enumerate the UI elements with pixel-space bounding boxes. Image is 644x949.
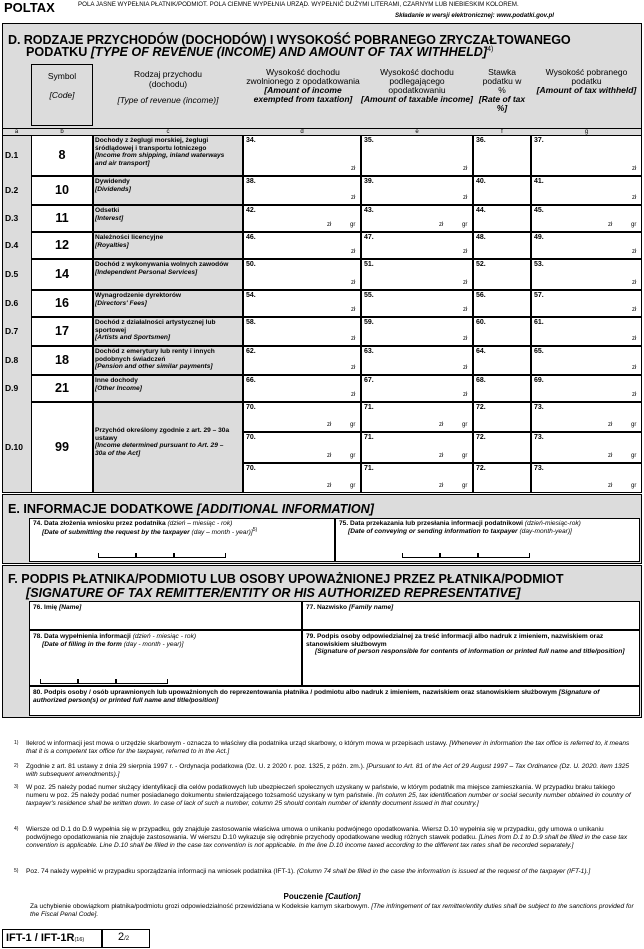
col-f-label: Stawka podatku w % xyxy=(482,67,522,95)
field-number: 71. xyxy=(364,434,374,442)
field-70-input[interactable] xyxy=(243,402,361,432)
footnote-number: 2) xyxy=(14,763,19,769)
field-37-input[interactable] xyxy=(531,135,642,176)
field-38-input[interactable] xyxy=(243,176,361,205)
field-number: 66. xyxy=(246,377,256,384)
field-71-input[interactable] xyxy=(361,402,473,432)
zl-label: zł xyxy=(608,452,613,459)
caution-text: Za uchybienie obowiązkom płatnika/podmiotu grozi odpowiedzialność przewidziana w Kodeksie karnym skarbowym. [The infringement of tax remitter/entity duties shall be subject to the sanctions provided for the Fiscal Penal Code]. xyxy=(30,903,634,918)
field-75-label: 75. Data przekazania lub przesłania informacji podatnikowi xyxy=(339,520,523,527)
zl-label: zł xyxy=(351,307,356,313)
footnote-number: 3) xyxy=(14,784,19,790)
gr-label: gr xyxy=(350,452,356,459)
field-39-input[interactable] xyxy=(361,176,473,205)
row-code: 8 xyxy=(58,147,66,162)
footnote-number: 1) xyxy=(14,740,19,746)
row-type-text: Dochód z emerytury lub renty i innych podobnych świadczeń [Pension and other similar payments] xyxy=(95,348,215,371)
field-number: 73. xyxy=(534,464,544,472)
gr-label: gr xyxy=(350,422,356,429)
field-number: 56. xyxy=(476,292,486,299)
zl-label: zł xyxy=(608,483,613,489)
gr-label: gr xyxy=(631,222,637,228)
zl-label: zł xyxy=(351,166,356,172)
field-number: 58. xyxy=(246,319,256,326)
field-number: 70. xyxy=(246,404,256,411)
field-number: 68. xyxy=(476,377,486,384)
zl-label: zł xyxy=(327,222,332,228)
field-number: 49. xyxy=(534,234,544,241)
col-f-label-en: [Rate of tax %] xyxy=(478,93,526,113)
field-50-input[interactable] xyxy=(243,259,361,290)
field-51-input[interactable] xyxy=(361,259,473,290)
zl-label: zł xyxy=(463,166,468,172)
row-code: 21 xyxy=(54,380,69,395)
field-70-input[interactable] xyxy=(243,463,361,493)
zl-label: zł xyxy=(463,365,468,371)
field-number: 71. xyxy=(364,464,374,472)
row-type-text: Odsetki [Interest] xyxy=(95,207,124,222)
form-name: IFT-1 / IFT-1R xyxy=(6,932,75,944)
row-id: D.2 xyxy=(5,184,19,195)
field-number: 72. xyxy=(476,434,486,442)
row-code: 10 xyxy=(54,182,69,197)
gr-label: gr xyxy=(462,483,468,489)
row-type-text: Dochody z żeglugi morskiej, żeglugi śródlądowej i transportu lotniczego [Income from shipping, inland waterways and air transport] xyxy=(95,137,225,167)
gr-label: gr xyxy=(462,222,468,228)
field-46-input[interactable] xyxy=(243,232,361,259)
zl-label: zł xyxy=(632,249,637,255)
field-number: 35. xyxy=(364,137,374,144)
column-letter-d: d xyxy=(300,129,304,135)
field-number: 36. xyxy=(476,137,486,144)
field-number: 60. xyxy=(476,319,486,326)
zl-label: zł xyxy=(463,336,468,342)
footnote-number: 5) xyxy=(14,868,19,874)
row-code: 14 xyxy=(54,266,69,281)
col-g-label: Wysokość pobranego podatku xyxy=(545,67,628,86)
row-code: 17 xyxy=(54,323,69,338)
brand-logo: POLTAX xyxy=(4,0,55,15)
field-45-input[interactable] xyxy=(531,205,642,232)
row-type-text: Dywidendy [Dividends] xyxy=(95,178,131,193)
field-49-input[interactable] xyxy=(531,232,642,259)
row-id: D.7 xyxy=(5,325,19,336)
field-67-input[interactable] xyxy=(361,375,473,402)
column-letter-b: b xyxy=(60,129,64,135)
zl-label: zł xyxy=(351,249,356,255)
footnote-number: 4) xyxy=(14,826,19,832)
field-73-input[interactable] xyxy=(531,432,642,462)
field-41-input[interactable] xyxy=(531,176,642,205)
gr-label: gr xyxy=(350,483,356,489)
field-54-input[interactable] xyxy=(243,290,361,317)
zl-label: zł xyxy=(351,392,356,398)
field-number: 63. xyxy=(364,348,374,355)
zl-label: zł xyxy=(439,422,444,429)
field-42-input[interactable] xyxy=(243,205,361,232)
gr-label: gr xyxy=(631,483,637,489)
col-e-label-en: [Amount of taxable income] xyxy=(361,93,473,104)
fill-instruction: POLA JASNE WYPEŁNIA PŁATNIK/PODMIOT. POLA CIEMNE WYPEŁNIA URZĄD. WYPEŁNIĆ DUŻYMI LITERAMI, CZARNYM LUB NIEBIESKIM KOLOREM. xyxy=(78,1,519,8)
section-d-subtitle: PODATKU [TYPE OF REVENUE (INCOME) AND AMOUNT OF TAX WITHHELD]$^{4)}$ xyxy=(26,45,494,59)
zl-label: zł xyxy=(632,392,637,398)
section-e-title: E. INFORMACJE DODATKOWE [ADDITIONAL INFORMATION] xyxy=(8,502,374,516)
zl-label: zł xyxy=(439,222,444,228)
field-number: 54. xyxy=(246,292,256,299)
field-number: 41. xyxy=(534,178,544,185)
field-number: 72. xyxy=(476,404,486,411)
row-type-text: Inne dochody [Other Income] xyxy=(95,377,142,392)
row-id: D.9 xyxy=(5,382,19,393)
row-id: D.5 xyxy=(5,268,19,279)
field-number: 48. xyxy=(476,234,486,241)
field-number: 42. xyxy=(246,207,256,214)
field-number: 65. xyxy=(534,348,544,355)
gr-label: gr xyxy=(462,452,468,459)
field-34-input[interactable] xyxy=(243,135,361,176)
gr-label: gr xyxy=(631,452,637,459)
field-62-input[interactable] xyxy=(243,346,361,375)
row-code: 18 xyxy=(54,352,69,367)
field-58-input[interactable] xyxy=(243,317,361,346)
footnote-text: W poz. 25 należy podać numer służący identyfikacji dla celów podatkowych lub ubezpieczeń społecznych uzyskany w państwie, w którym podatnik ma miejsce zamieszkania. W przypadku braku takiego numeru w poz. 25 należy podać numer posiadanego dokumentu stwierdzającego tożsamość uzyskany w tym państwie. [In column 25, tax identification number or social security number obtained in country of taxpayer's residence shall be written down. In case of lack of such a number, column 25 should contain number of identity document issued in that country.] xyxy=(26,784,631,807)
gr-label: gr xyxy=(462,422,468,429)
row-id: D.6 xyxy=(5,297,19,308)
field-number: 37. xyxy=(534,137,544,144)
zl-label: zł xyxy=(463,249,468,255)
row-id: D.3 xyxy=(5,212,19,223)
col-d-label: Wysokość dochodu zwolnionego z opodatkowania xyxy=(246,67,360,86)
col-type-label: Rodzaj przychodu (dochodu) xyxy=(133,69,203,89)
field-number: 46. xyxy=(246,234,256,241)
row-code: 12 xyxy=(54,237,69,252)
row-id: D.1 xyxy=(5,149,19,160)
row-type-text: Dochód z działalności artystycznej lub sportowej [Artists and Sportsmen] xyxy=(95,319,216,342)
zl-label: zł xyxy=(632,365,637,371)
column-letter-g: g xyxy=(584,129,589,135)
column-letter-a: a xyxy=(14,129,19,135)
field-number: 64. xyxy=(476,348,486,355)
field-number: 38. xyxy=(246,178,256,185)
zl-label: zł xyxy=(632,307,637,313)
field-number: 72. xyxy=(476,464,486,472)
field-59-input[interactable] xyxy=(361,317,473,346)
field-number: 51. xyxy=(364,261,374,268)
field-71-input[interactable] xyxy=(361,432,473,462)
field-number: 53. xyxy=(534,261,544,268)
col-symbol-label-en: [Code] xyxy=(49,89,75,100)
zl-label: zł xyxy=(327,483,332,489)
zl-label: zł xyxy=(327,422,332,429)
field-43-input[interactable] xyxy=(361,205,473,232)
field-35-input[interactable] xyxy=(361,135,473,176)
zl-label: zł xyxy=(463,392,468,398)
zl-label: zł xyxy=(463,307,468,313)
field-number: 55. xyxy=(364,292,374,299)
zl-label: zł xyxy=(439,452,444,459)
field-number: 67. xyxy=(364,377,374,384)
field-65-input[interactable] xyxy=(531,346,642,375)
zl-label: zł xyxy=(608,422,613,429)
field-55-input[interactable] xyxy=(361,290,473,317)
col-type-label-en: [Type of revenue (income)] xyxy=(117,94,219,105)
electronic-submission-note: Składanie w wersji elektronicznej: www.podatki.gov.pl xyxy=(395,12,554,19)
gr-label: gr xyxy=(631,422,637,429)
field-number: 73. xyxy=(534,434,544,442)
zl-label: zł xyxy=(632,280,637,286)
zl-label: zł xyxy=(351,336,356,342)
field-69-input[interactable] xyxy=(531,375,642,402)
section-d-title: D. RODZAJE PRZYCHODÓW (DOCHODÓW) I WYSOKOŚĆ POBRANEGO ZRYCZAŁTOWANEGO xyxy=(8,33,571,47)
field-number: 69. xyxy=(534,377,544,384)
col-g-label-en: [Amount of tax withheld] xyxy=(536,84,637,95)
footnote-text: Ilekroć w informacji jest mowa o urzędzie skarbowym - oznacza to właściwy dla podatnika urząd skarbowy, o którym mowa w przepisach ustawy. [Whenever in information the tax office is referred to, it means that it is a competent tax office for the taxpayer, referred to in the Act.] xyxy=(26,740,630,755)
column-letter-c: c xyxy=(166,129,170,135)
section-f-title-en: [SIGNATURE OF TAX REMITTER/ENTITY OR HIS AUTHORIZED REPRESENTATIVE] xyxy=(26,586,521,600)
field-73-input[interactable] xyxy=(531,402,642,432)
zl-label: zł xyxy=(463,195,468,201)
field-number: 45. xyxy=(534,207,544,214)
column-letter-e: e xyxy=(415,129,419,135)
zl-label: zł xyxy=(632,336,637,342)
field-63-input[interactable] xyxy=(361,346,473,375)
field-57-input[interactable] xyxy=(531,290,642,317)
footnote-text: Zgodnie z art. 81 ustawy z dnia 29 sierpnia 1997 r. - Ordynacja podatkowa (Dz. U. z 2020 r. poz. 1325, z późn. zm.). [Pursuant to Art. 81 of the Act of 29 August 1997 – Tax Ordinance (Dz. U. 2020. item 1325 with subsequent amendments).] xyxy=(26,763,630,778)
field-number: 50. xyxy=(246,261,256,268)
col-symbol-label: Symbol xyxy=(47,71,77,81)
row-type-text: Przychód określony zgodnie z art. 29 – 30a ustawy [Income determined pursuant to Art. 29 – 30a of the Act] xyxy=(95,427,230,457)
field-number: 59. xyxy=(364,319,374,326)
field-number: 73. xyxy=(534,404,544,411)
row-id: D.8 xyxy=(5,354,19,365)
row-id: D.10 xyxy=(5,441,23,452)
gr-label: gr xyxy=(350,222,356,228)
field-number: 34. xyxy=(246,137,256,144)
zl-label: zł xyxy=(351,195,356,201)
row-code: 16 xyxy=(54,295,69,310)
field-47-input[interactable] xyxy=(361,232,473,259)
zl-label: zł xyxy=(351,280,356,286)
footnote-text: Wiersze od D.1 do D.9 wypełnia się w przypadku, gdy znajduje zastosowanie właściwa umowa o unikaniu podwójnego opodatkowania. Wiersz D.10 wypełnia się w przypadku, gdy umowa o unikaniu podwójnego opodatkowania nie znajduje zastosowania. W wierszu D.10 wykazuje się odrębnie przychody opodatkowane według różnych stawek podatku. [Lines from D.1 to D.9 shall be filled in the case tax convention is applicable. Line D.10 shall be filled in the case tax convention is not applicable. In the line D.10 income taxed according to the different tax rates shall be recorded separately.] xyxy=(26,826,628,849)
field-number: 40. xyxy=(476,178,486,185)
row-code: 11 xyxy=(55,210,69,225)
field-number: 47. xyxy=(364,234,374,241)
row-type-text: Należności licencyjne [Royalties] xyxy=(95,234,164,249)
column-letter-f: f xyxy=(501,129,503,135)
zl-label: zł xyxy=(351,365,356,371)
zl-label: zł xyxy=(463,280,468,286)
field-number: 62. xyxy=(246,348,256,355)
row-id: D.4 xyxy=(5,239,19,250)
field-number: 70. xyxy=(246,434,256,442)
field-number: 43. xyxy=(364,207,374,214)
field-number: 70. xyxy=(246,464,256,472)
field-number: 44. xyxy=(476,207,486,214)
field-73-input[interactable] xyxy=(531,463,642,493)
zl-label: zł xyxy=(632,166,637,172)
zl-label: zł xyxy=(439,483,444,489)
field-71-input[interactable] xyxy=(361,463,473,493)
footnote-text: Poz. 74 należy wypełnić w przypadku sporządzania informacji na wniosek podatnika (IFT-1). (Column 74 shall be filled in the case the information is issued at the request of the taxpayer (IFT-1).] xyxy=(26,868,591,875)
row-type-text: Dochód z wykonywania wolnych zawodów [Independent Personal Services] xyxy=(95,261,229,276)
field-number: 61. xyxy=(534,319,544,326)
field-number: 52. xyxy=(476,261,486,268)
caution-title: Pouczenie [Caution] xyxy=(283,892,361,901)
row-type-text: Wynagrodzenie dyrektorów [Directors' Fees] xyxy=(95,292,181,307)
zl-label: zł xyxy=(608,222,613,228)
field-53-input[interactable] xyxy=(531,259,642,290)
col-e-label: Wysokość dochodu podlegającego opodatkowaniu xyxy=(380,67,454,95)
field-number: 39. xyxy=(364,178,374,185)
field-number: 57. xyxy=(534,292,544,299)
field-number: 71. xyxy=(364,404,374,411)
zl-label: zł xyxy=(327,452,332,459)
zl-label: zł xyxy=(632,195,637,201)
field-61-input[interactable] xyxy=(531,317,642,346)
field-70-input[interactable] xyxy=(243,432,361,462)
col-d-label-en: [Amount of income exempted from taxation] xyxy=(253,84,353,104)
field-66-input[interactable] xyxy=(243,375,361,402)
section-f-title: F. PODPIS PŁATNIKA/PODMIOTU LUB OSOBY UPOWAŻNIONEJ PRZEZ PŁATNIKA/PODMIOT xyxy=(8,572,564,586)
row-code: 99 xyxy=(54,439,69,454)
field-74-label: 74. Data złożenia wniosku przez podatnika xyxy=(33,520,166,527)
